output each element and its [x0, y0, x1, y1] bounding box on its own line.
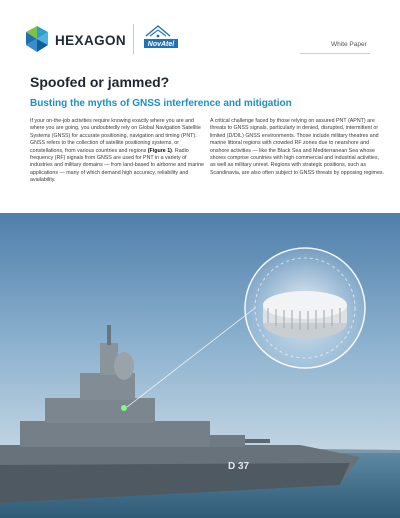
company-name: HEXAGON [55, 33, 127, 48]
document-title: Spoofed or jammed? [30, 74, 170, 90]
gnss-antenna-icon [245, 248, 365, 368]
antenna-location-marker [121, 405, 127, 411]
novatel-logo-icon [140, 24, 182, 54]
body-column-left [30, 118, 206, 185]
hero-image [0, 213, 400, 518]
document-header [0, 0, 400, 70]
body-text-part: If your on-the-job activities require knowing exactly where you are and where you are going, you undoubtedly rely on Global Navigation Satellite Systems (GNSS) for accurate positioning, navigation and timing (PNT). GNSS refers to the collection of satellite positioning systems, or constellations, from various countries and regions [30, 118, 201, 154]
hexagon-logo-icon [26, 26, 48, 52]
document-type-tag: White Paper [331, 41, 367, 48]
radar-mast [114, 352, 134, 380]
hull-number: D 37 [228, 461, 250, 472]
tag-underline [300, 53, 370, 54]
novatel-wordmark: NovAtel [147, 41, 175, 48]
figure-reference: (Figure 1) [147, 147, 172, 154]
body-text-part: . Radio frequency (RF) signals from GNSS are used for PNT in a variety of industries and military domains — from land-based to airborne and marine applications — many of which demand high accuracy, reliability and availability. [30, 147, 204, 184]
body-column-right: A critical challenge faced by those relying on assured PNT (APNT) are threats to GNSS signals, particularly in denied, disrupted, intermittent or limited (D/DIL) GNSS environments. Those include military theatres and marine littoral regions with crowded RF zones due to nearshore and onshore activities — like the Black Sea and Mediterranean Sea whose shores comprise countries with high commercial and industrial activities, as well as military unrest. Regions with strategic positions, such as Scandinavia, are also often subject to GNSS threats by opposing regimes. [210, 118, 385, 176]
document-subtitle: Busting the myths of GNSS interference and mitigation [30, 98, 292, 109]
logo-divider [133, 24, 134, 54]
